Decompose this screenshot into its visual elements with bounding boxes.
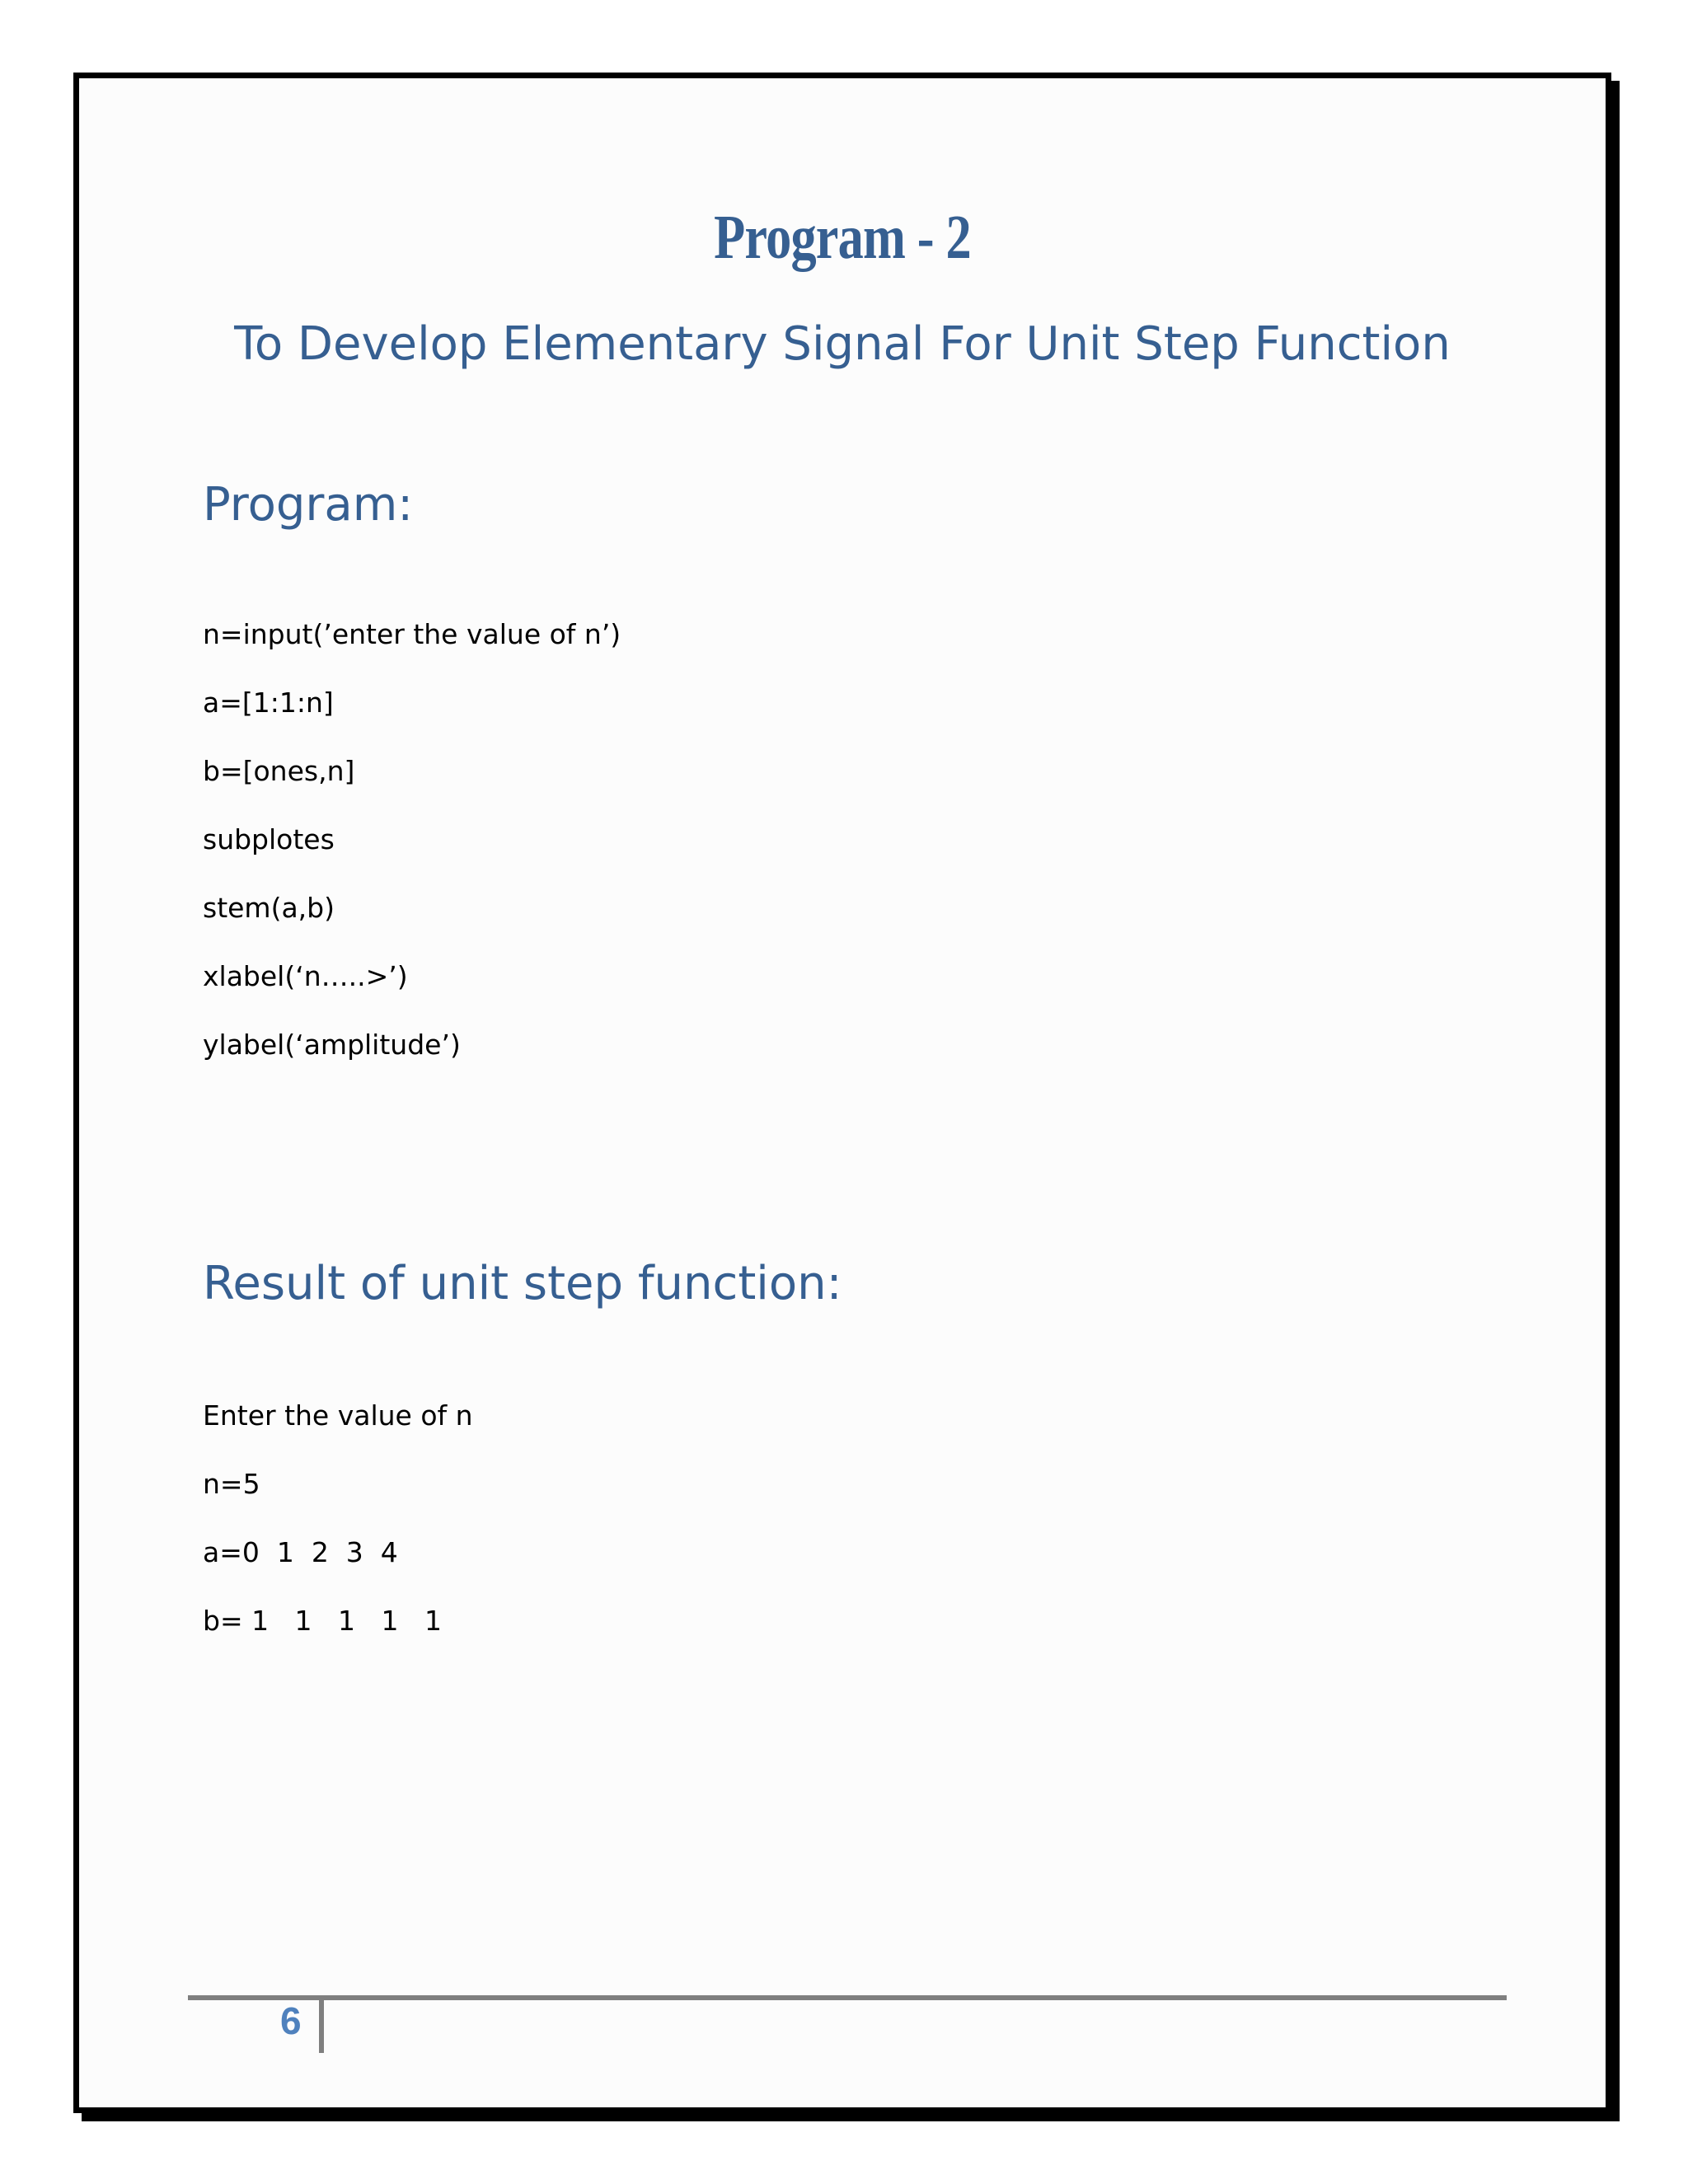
footer-rule <box>188 1995 1507 2000</box>
program-line: b=[ones,n] <box>203 755 355 787</box>
page-number: 6 <box>280 1999 302 2042</box>
program-line: subplotes <box>203 823 335 855</box>
program-line: stem(a,b) <box>203 892 335 924</box>
result-line: b= 1 1 1 1 1 <box>203 1605 442 1637</box>
page-frame <box>73 73 1611 2113</box>
document-subtitle: To Develop Elementary Signal For Unit Step Function <box>234 317 1451 371</box>
result-line: n=5 <box>203 1468 260 1500</box>
program-heading: Program: <box>203 478 414 532</box>
program-line: n=input(’enter the value of n’) <box>203 618 621 650</box>
program-line: a=[1:1:n] <box>203 687 334 719</box>
result-line: Enter the value of n <box>203 1399 473 1432</box>
footer-divider <box>319 2000 324 2053</box>
program-line: ylabel(‘amplitude’) <box>203 1029 461 1061</box>
document-title: Program - 2 <box>714 203 971 272</box>
program-line: xlabel(‘n…..>’) <box>203 960 408 992</box>
result-heading: Result of unit step function: <box>203 1257 842 1310</box>
result-line: a=0 1 2 3 4 <box>203 1536 398 1568</box>
